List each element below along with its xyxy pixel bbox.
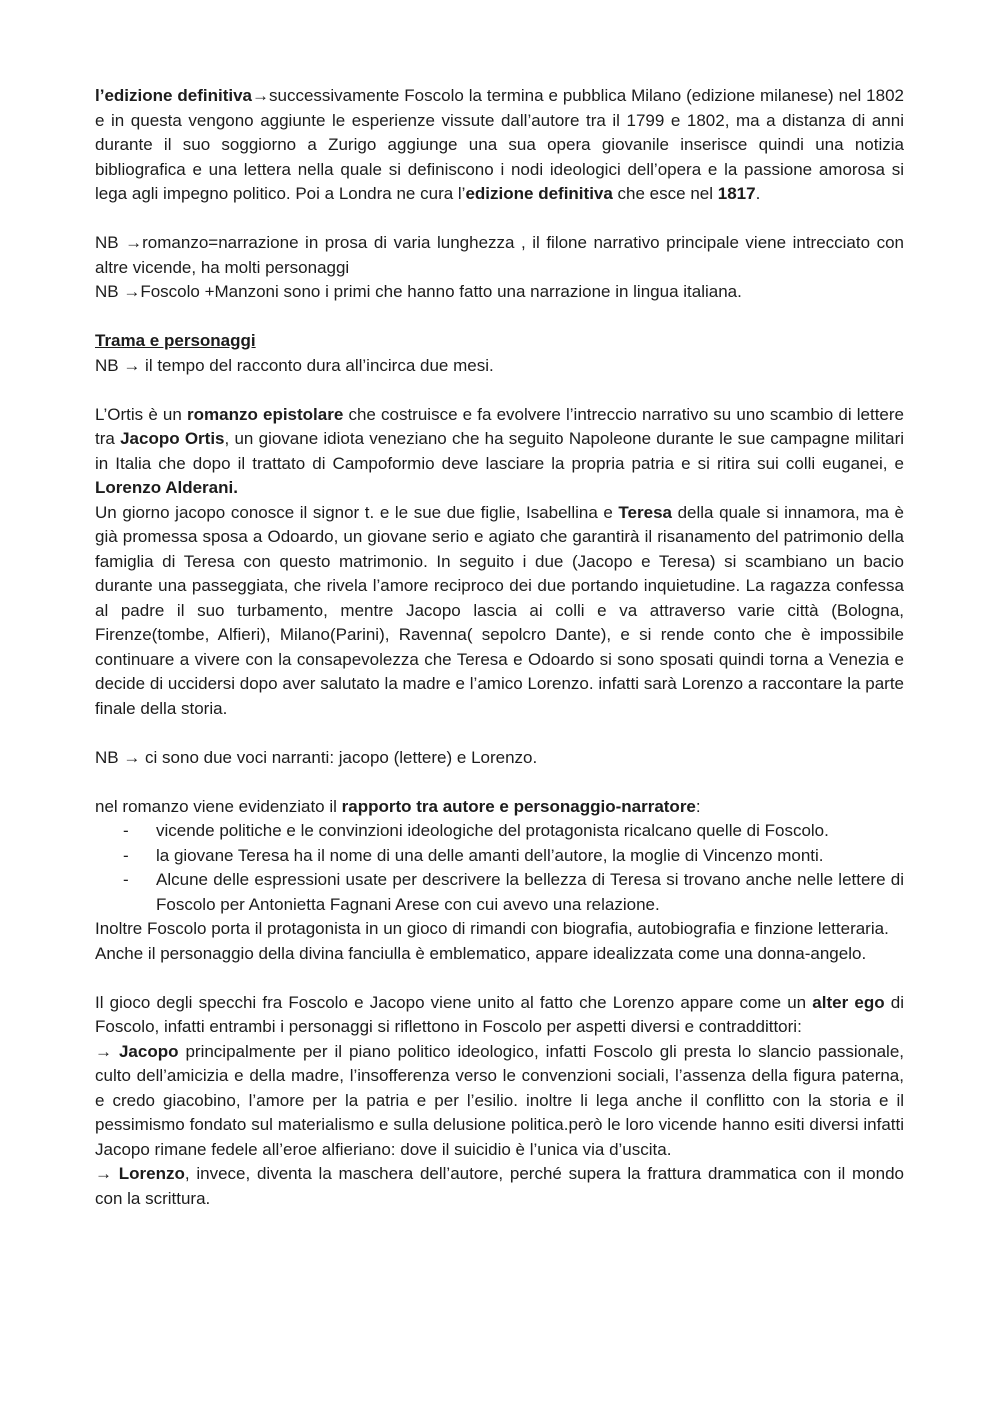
bold-text: Jacopo Ortis [120, 429, 225, 448]
blank-line [95, 305, 904, 330]
bold-text: l’edizione definitiva [95, 86, 252, 105]
note-tempo-racconto: NB → il tempo del racconto dura all’incirca due mesi. [95, 355, 494, 375]
body-text: principalmente per il piano politico ideologico, infatti Foscolo gli presta lo slancio passionale, culto dell’amicizia e della madre, l’insofferenza verso le convenzioni sociali, l’assenza della figura paterna, e credo giacobino, l’amore per la patria e per l’esilio. inoltre li lega anche il conflitto con la storia e il pessimismo fondato sul materialismo e sulla delusione politica.però le loro vicende hanno esiti diversi infatti Jacopo rimane fedele all’eroe alfieriano: dove il suicidio è l’unica via d’uscita. [95, 1041, 904, 1159]
blank-line [95, 770, 904, 795]
list-item-text: Alcune delle espressioni usate per descrivere la bellezza di Teresa si trovano anche nelle lettere di Foscolo per Antonietta Fagnani Arese con cui avevo una relazione. [156, 870, 904, 914]
body-text: che esce nel [612, 184, 718, 203]
blank-line [95, 378, 904, 403]
body-text: . [755, 184, 761, 203]
body-text: nel romanzo viene evidenziato il [95, 796, 342, 816]
body-text: della quale si innamora, ma è già promessa sposa a Odoardo, un giovane serio e agiato che garantirà il risanamento del patrimonio della famiglia di Teresa con questo matrimonio. In seguito i due (Jacopo e Teresa) si scambiano un bacio durante una passeggiata, che rivela l’amore reciproco dei due portando inquietudine. La ragazza confessa al padre il suo turbamento, mentre Jacopo lascia ai colli e va attraverso varie città (Bologna, Firenze(tombe, Alfieri), Milano(Parini), Ravenna( sepolcro Dante), e si rende conto che è impossibile continuare a vivere con la consapevolezza che Teresa e Odoardo si sono sposati quindi torna a Venezia e decide di uccidersi dopo aver salutato la madre e l’amico Lorenzo. infatti sarà Lorenzo a raccontare la parte finale della storia. [95, 502, 904, 718]
bold-text: romanzo epistolare [187, 404, 344, 424]
list-item-text: la giovane Teresa ha il nome di una delle amanti dell’autore, la moglie di Vincenzo monti. [156, 845, 824, 865]
body-text: L’Ortis è un [95, 404, 187, 424]
bold-text: Lorenzo Alderani. [95, 478, 238, 497]
dash-list [95, 819, 904, 917]
body-text: Un giorno jacopo conosce il signor t. e le sue due figlie, Isabellina e [95, 502, 619, 522]
list-item [95, 819, 904, 844]
list-item [95, 844, 904, 869]
body-text: di Foscolo, infatti entrambi i personaggi si riflettono in Foscolo per aspetti diversi e contraddittori: [95, 992, 904, 1036]
note-voci-narranti: NB → ci sono due voci narranti: jacopo (lettere) e Lorenzo. [95, 747, 538, 767]
body-text: , un giovane idiota veneziano che ha seguito Napoleone durante le sue campagne militari in Italia che dopo il trattato di Campoformio deve lasciare la propria patria e si ritira sui colli euganei, e [95, 429, 905, 473]
paragraph-specchi [95, 991, 904, 1040]
body-text: che costruisce e fa evolvere l’intreccio narrativo su uno scambio di lettere tra [95, 404, 904, 448]
paragraph-edizione-definitiva [95, 84, 904, 207]
dash-marker: - [123, 821, 129, 840]
paragraph-jacopo [95, 1040, 904, 1163]
bold-text: alter ego [812, 992, 885, 1012]
list-item [95, 868, 904, 917]
body-text: Il gioco degli specchi fra Foscolo e Jacopo viene unito al fatto che Lorenzo appare come un [95, 992, 813, 1012]
body-text: →successivamente Foscolo la termina e pubblica Milano (edizione milanese) nel 1802 e in questa vengono aggiunte le esperienze vissute dall’autore tra il 1799 e 1802, ma a distanza di anni durante il suo soggiorno a Zurigo aggiunge una sua opera giovanile inserisce quindi una notizia bibliografica e una lettera nella quale si definiscono i nodi ideologici dell’opera e la passione amorosa si lega agli impegno politico. Poi a Londra ne cura l’ [95, 86, 904, 203]
bold-text: edizione definitiva [465, 184, 613, 203]
blank-line [95, 966, 904, 991]
paragraph-divina-fanciulla: Anche il personaggio della divina fanciulla è emblematico, appare idealizzata come una donna-angelo. [95, 943, 867, 963]
paragraph-lorenzo [95, 1162, 904, 1211]
arrow-icon: → [95, 1041, 119, 1061]
paragraph-rapporto [95, 795, 904, 820]
body-text: , invece, diventa la maschera dell’autore, perché supera la frattura drammatica con il mondo con la scrittura. [95, 1164, 904, 1208]
bold-text: rapporto tra autore e personaggio-narratore [341, 796, 696, 816]
blank-line [95, 207, 904, 232]
arrow-icon: → [95, 1164, 119, 1183]
paragraph-ortis [95, 403, 904, 501]
dash-marker: - [123, 845, 129, 865]
bold-text: Lorenzo [118, 1164, 185, 1183]
bold-text: 1817 [717, 184, 756, 203]
section-heading: Trama e personaggi [95, 331, 256, 350]
list-item-text: vicende politiche e le convinzioni ideologiche del protagonista ricalcano quelle di Foscolo. [156, 821, 829, 840]
body-text: : [695, 796, 701, 816]
note-romanzo: NB →romanzo=narrazione in prosa di varia lunghezza , il filone narrativo principale viene intrecciato con altre vicende, ha molti personaggi [95, 233, 904, 277]
paragraph-gioco-rimandi: Inoltre Foscolo porta il protagonista in un gioco di rimandi con biografia, autobiografia e finzione letteraria. [95, 919, 889, 938]
bold-text: Teresa [618, 502, 672, 522]
bold-text: Jacopo [118, 1041, 179, 1061]
note-foscolo-manzoni: NB →Foscolo +Manzoni sono i primi che hanno fatto una narrazione in lingua italiana. [95, 282, 742, 301]
paragraph-trama [95, 501, 904, 722]
dash-marker: - [123, 870, 129, 889]
blank-line [95, 721, 904, 746]
